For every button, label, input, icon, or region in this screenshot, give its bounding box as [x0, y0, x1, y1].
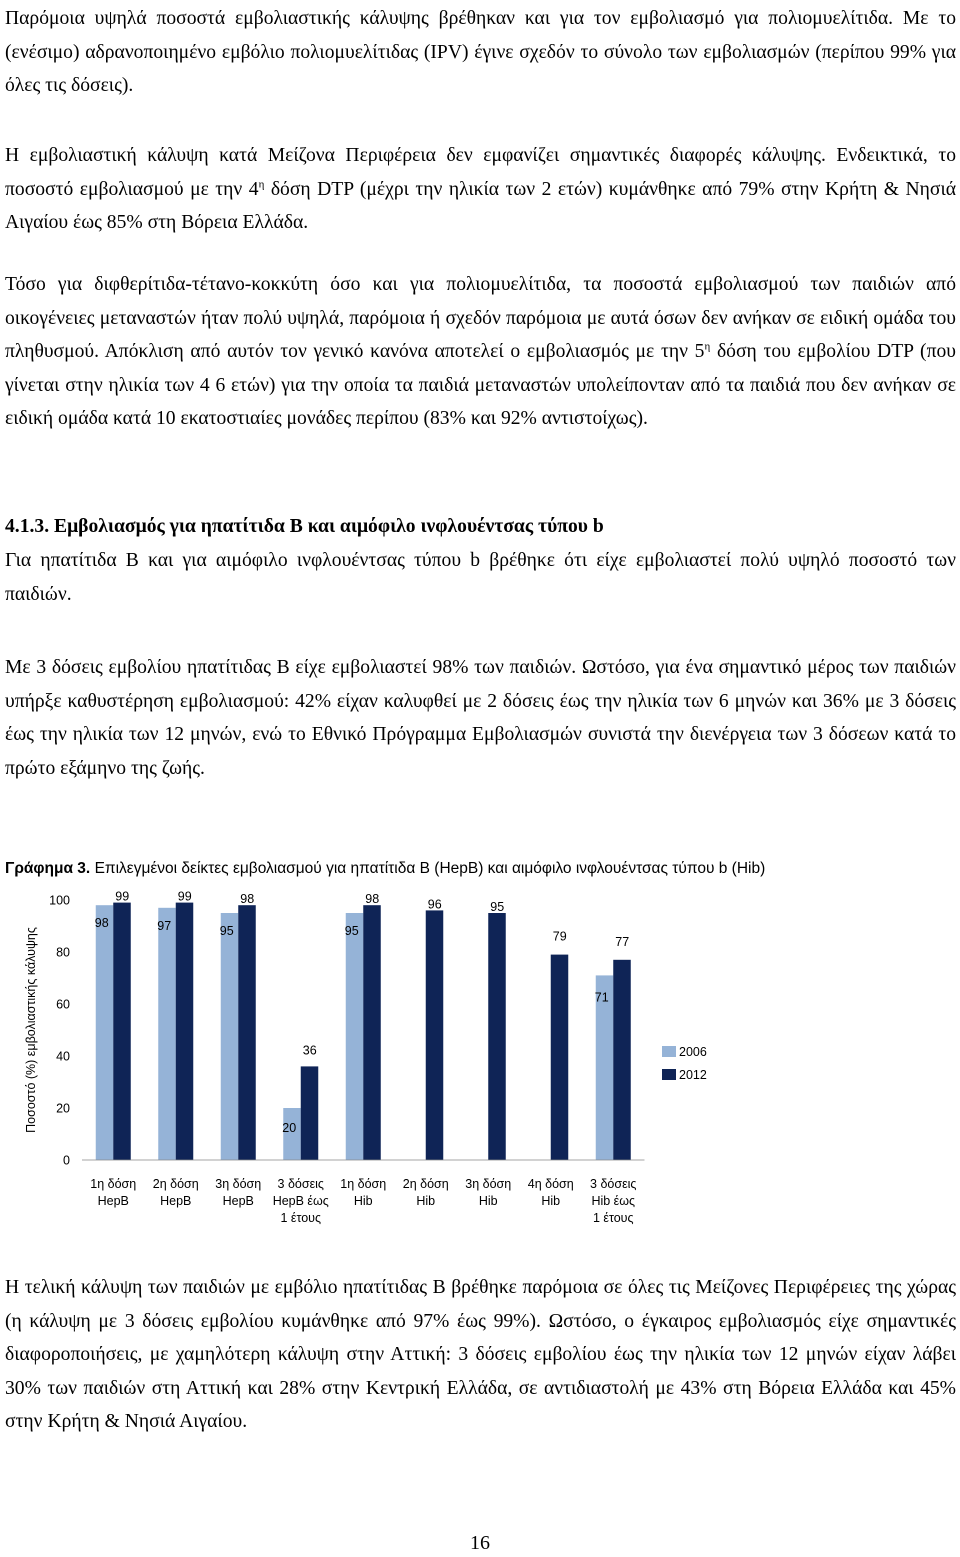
legend-swatch-2012: [662, 1069, 676, 1080]
bar-2012: [363, 905, 381, 1160]
x-tick-label: 3 δόσεις: [277, 1177, 324, 1191]
y-tick-label: 0: [63, 1153, 70, 1168]
paragraph-polio-text: Παρόμοια υψηλά ποσοστά εμβολιαστικής κάλυψης βρέθηκαν και για τον εμβολιασμό για πολιομυελίτιδα. Με το (ενέσιμο) αδρανοποιημένο εμβόλιο πολιομυελίτιδας (IPV) έγινε σχεδόν το σύνολο των εμβολιασμών (περίπου 99% για όλες τις δόσεις).: [5, 8, 956, 97]
paragraph-migrants-text-b: δόση του εμβολίου DTP (που γίνεται στην ηλικία των 4 6 ετών) για την οποία τα παιδιά μεταναστών υπολείπονταν από τα παιδιά που δεν ανήκαν σε ειδική ομάδα κατά 10 εκατοστιαίες μονάδες περίπου (83% και 92% αντιστοίχως).: [5, 341, 956, 430]
paragraph-migrants: [5, 268, 956, 436]
x-tick-label: HepB έως: [272, 1194, 329, 1208]
x-tick-label: HepB: [222, 1194, 254, 1208]
paragraph-regional-text-a: Η εμβολιαστική κάλυψη κατά Μείζονα Περιφέρεια δεν εμφανίζει σημαντικές διαφορές κάλυψης. Ενδεικτικά, το ποσοστό εμβολιασμού με την 4: [5, 145, 956, 200]
bar-2012: [238, 905, 256, 1160]
x-tick-label: HepB: [97, 1194, 129, 1208]
x-tick-label: Hib: [353, 1194, 373, 1208]
data-label: 36: [302, 1043, 317, 1058]
paragraph-hepb-delay: [5, 651, 956, 785]
bar-2012: [613, 960, 631, 1160]
bar-2012: [426, 910, 444, 1160]
bar-2006: [346, 913, 364, 1160]
paragraph-regional-coverage: [5, 139, 956, 240]
data-label: 97: [157, 918, 172, 933]
bar-2012: [176, 903, 194, 1160]
bar-2012: [551, 955, 569, 1160]
data-label: 99: [115, 889, 130, 904]
data-label: 98: [365, 892, 380, 907]
paragraph-hepb-regions: [5, 1271, 956, 1439]
x-tick-label: Hib: [541, 1194, 561, 1208]
bar-2006: [96, 905, 114, 1160]
data-label: 79: [552, 929, 567, 944]
x-tick-label: Hib: [478, 1194, 498, 1208]
bar-2006: [158, 908, 176, 1160]
legend-swatch-2006: [662, 1046, 676, 1057]
x-tick-label: Hib: [416, 1194, 436, 1208]
page-number: 16: [470, 1532, 490, 1554]
y-tick-label: 60: [56, 997, 70, 1012]
paragraph-hepb-hib-intro: [5, 544, 956, 611]
x-tick-label: HepB: [160, 1194, 192, 1208]
x-tick-label: 3η δόση: [215, 1177, 262, 1191]
figure-label: Γράφημα 3.: [5, 860, 91, 877]
data-label: 98: [240, 892, 255, 907]
data-label: 95: [490, 900, 505, 914]
y-tick-label: 40: [56, 1049, 70, 1064]
paragraph-regional-text-b: δόση DTP (μέχρι την ηλικία των 2 ετών) κυμάνθηκε από 79% στην Κρήτη & Νησιά Αιγαίου έως 85% στη Βόρεια Ελλάδα.: [5, 178, 957, 234]
x-tick-label: 2η δόση: [402, 1177, 449, 1191]
section-number: 4.1.3.: [5, 516, 50, 537]
x-tick-label: Hib έως: [591, 1194, 636, 1208]
legend-label: 2006: [679, 1045, 707, 1059]
y-tick-label: 20: [56, 1101, 70, 1116]
data-label: 71: [594, 990, 609, 1005]
section-title: Εμβολιασμός για ηπατίτιδα Β και αιμόφιλο ινφλουέντσας τύπου b: [54, 516, 604, 537]
y-tick-label: 80: [56, 945, 70, 960]
paragraph-migrants-text-a: Τόσο για διφθερίτιδα-τέτανο-κοκκύτη όσο και για πολιομυελίτιδα, τα ποσοστά εμβολιασμού των παιδιών από οικογένειες μεταναστών ήταν πολύ υψηλά, παρόμοια ή σχεδόν παρόμοια με αυτά όσων δεν ανήκαν σε ειδική ομάδα του πληθυσμού. Απόκλιση από αυτόν τον γενικό κανόνα αποτελεί ο εμβολιασμός με την 5: [5, 274, 956, 363]
paragraph-delay-text: Με 3 δόσεις εμβολίου ηπατίτιδας Β είχε εμβολιαστεί 98% των παιδιών. Ωστόσο, για ένα σημαντικό μέρος των παιδιών υπήρξε καθυστέρηση εμβολιασμού: 42% είχαν καλυφθεί με 2 δόσεις έως την ηλικία των 6 μηνών και 36% με 3 δόσεις έως την ηλικία των 12 μηνών, ενώ το Εθνικό Πρόγραμμα Εμβολιασμών συνιστά την διενέργεια των 3 δόσεων κατά το πρώτο εξάμηνο της ζωής.: [5, 657, 956, 779]
x-tick-label: 1 έτους: [592, 1211, 634, 1225]
data-label: 99: [177, 889, 192, 904]
x-tick-label: 3 δόσεις: [590, 1177, 637, 1191]
legend-label: 2012: [679, 1068, 707, 1082]
y-axis-label: Ποσοστό (%) εμβολιαστικής κάλυψης: [24, 927, 38, 1133]
vaccination-bar-chart: [0, 878, 960, 1240]
x-tick-label: 3η δόση: [465, 1177, 512, 1191]
data-label: 20: [282, 1121, 297, 1135]
data-label: 96: [427, 897, 442, 912]
paragraph-regions-text: Η τελική κάλυψη των παιδιών με εμβόλιο ηπατίτιδας Β βρέθηκε παρόμοια σε όλες τις Μείζονες Περιφέρειες της χώρας (η κάλυψη με 3 δόσεις εμβολίου κυμάνθηκε από 97% έως 99%). Ωστόσο, ο έγκαιρος εμβολιασμός είχε σημαντικές διαφοροποιήσεις, με χαμηλότερη κάλυψη στην Αττική: 3 δόσεις εμβολίου έως την ηλικία των 12 μηνών είχαν λάβει 30% των παιδιών στη Αττική και 28% στην Κεντρική Ελλάδα, σε αντιδιαστολή με 43% στη Βόρεια Ελλάδα και 45% στην Κρήτη & Νησιά Αιγαίου.: [5, 1277, 956, 1433]
bar-2006: [221, 913, 239, 1160]
bar-2012: [488, 913, 506, 1160]
x-tick-label: 1η δόση: [90, 1177, 137, 1191]
data-label: 95: [344, 924, 359, 938]
paragraph-intro-text: Για ηπατίτιδα Β και για αιμόφιλο ινφλουέντσας τύπου b βρέθηκε ότι είχε εμβολιαστεί πολύ υψηλό ποσοστό των παιδιών.: [5, 550, 956, 605]
paragraph-polio: [5, 2, 956, 103]
data-label: 95: [219, 924, 234, 938]
bar-2012: [301, 1066, 319, 1160]
x-tick-label: 1η δόση: [340, 1177, 387, 1191]
figure-caption-text: Επιλεγμένοι δείκτες εμβολιασμού για ηπατίτιδα Β (HepB) και αιμόφιλο ινφλουέντσας τύπου b (Hib): [94, 860, 766, 877]
section-heading: [5, 510, 956, 544]
data-label: 98: [94, 916, 109, 931]
superscript: η: [704, 340, 711, 353]
data-label: 77: [615, 934, 630, 949]
x-tick-label: 1 έτους: [280, 1211, 322, 1225]
bar-2012: [113, 903, 131, 1160]
y-tick-label: 100: [49, 893, 70, 908]
superscript: η: [258, 178, 265, 191]
x-tick-label: 4η δόση: [527, 1177, 574, 1191]
x-tick-label: 2η δόση: [152, 1177, 199, 1191]
